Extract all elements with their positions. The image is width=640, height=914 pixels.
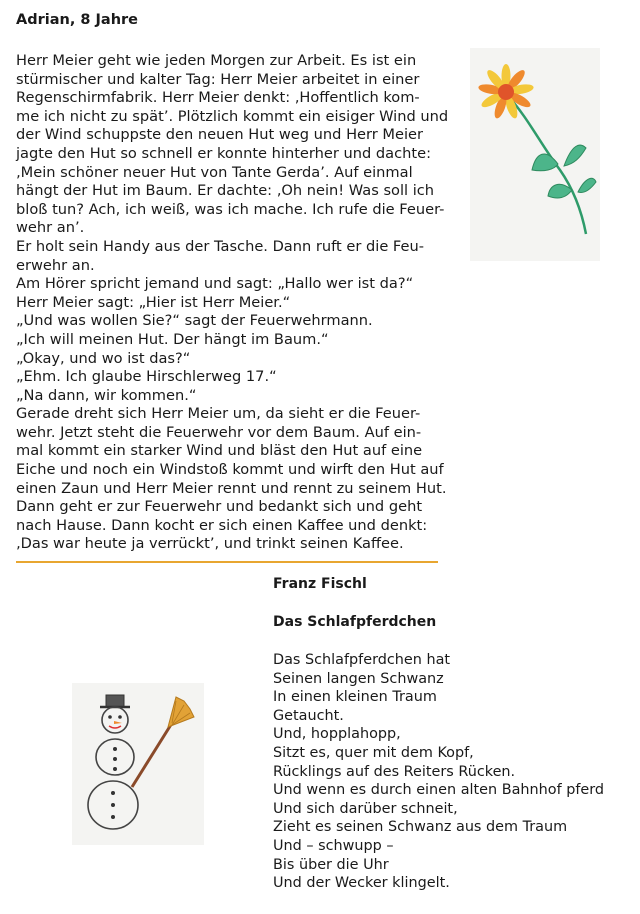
poem-line: Das Schlafpferdchen hat: [273, 652, 451, 668]
poem-line: Sitzt es, quer mit dem Kopf,: [273, 744, 474, 761]
story-line: me ich nicht zu spät’. Plötzlich kommt ein eisiger Wind und: [16, 107, 449, 125]
flower-drawing: [470, 48, 600, 261]
story-line: Eiche und noch ein Windstoß kommt und wirft den Hut auf: [16, 461, 444, 479]
story-line: „Ehm. Ich glaube Hirschlerweg 17.“: [16, 368, 277, 386]
story-line: jagte den Hut so schnell er konnte hinterher und dachte:: [16, 144, 432, 162]
story-title: Adrian, 8 Jahre: [16, 12, 139, 28]
story-line: nach Hause. Dann kocht er sich einen Kaffee und denkt:: [16, 516, 428, 534]
story-line: einen Zaun und Herr Meier rennt und rennt zu seinem Hut.: [16, 479, 447, 497]
story-line: Dann geht er zur Feuerwehr und bedankt sich und geht: [16, 498, 423, 516]
poem-line: Und sich darüber schneit,: [273, 800, 458, 817]
story-line: wehr an’.: [16, 219, 85, 237]
story-line: „Na dann, wir kommen.“: [16, 386, 197, 404]
poem-line: Und der Wecker klingelt.: [273, 875, 450, 892]
divider: [16, 561, 438, 563]
story-line: erwehr an.: [16, 256, 95, 274]
story-line: Regenschirmfabrik. Herr Meier denkt: ‚Hoffentlich kom-: [16, 89, 420, 107]
story-line: Gerade dreht sich Herr Meier um, da sieht er die Feuer-: [16, 405, 421, 423]
poem-line: In einen kleinen Traum: [273, 689, 437, 706]
story-line: der Wind schuppste den neuen Hut weg und Herr Meier: [16, 126, 424, 144]
story-line: mal kommt ein starker Wind und bläst den Hut auf eine: [16, 442, 423, 460]
poem-line: Seinen langen Schwanz: [273, 670, 444, 687]
poem-line: Bis über die Uhr: [273, 856, 389, 873]
flower-icon: [470, 48, 600, 261]
poem-author: Franz Fischl: [273, 576, 367, 592]
story-line: bloß tun? Ach, ich weiß, was ich mache. Ich rufe die Feuer-: [16, 200, 445, 218]
story-line: ‚Mein schöner neuer Hut von Tante Gerda’. Auf einmal: [16, 163, 413, 181]
poem-line: Zieht es seinen Schwanz aus dem Traum: [273, 819, 568, 836]
poem-title: Das Schlafpferdchen: [273, 614, 437, 630]
poem-line: Und – schwupp –: [273, 837, 394, 854]
story-line: Herr Meier sagt: „Hier ist Herr Meier.“: [16, 293, 291, 311]
poem-text: [273, 651, 604, 893]
story-line: stürmischer und kalter Tag: Herr Meier arbeitet in einer: [16, 70, 420, 88]
poem-line: Rücklings auf des Reiters Rücken.: [273, 763, 516, 780]
story-line: „Ich will meinen Hut. Der hängt im Baum.“: [16, 330, 329, 348]
story-line: Am Hörer spricht jemand und sagt: „Hallo wer ist da?“: [16, 275, 414, 293]
story-line: wehr. Jetzt steht die Feuerwehr vor dem Baum. Auf ein-: [16, 423, 422, 441]
story-line: „Okay, und wo ist das?“: [16, 349, 191, 367]
snowman-drawing: [72, 683, 204, 845]
story-line: Er holt sein Handy aus der Tasche. Dann ruft er die Feu-: [16, 237, 425, 255]
poem-line: Getaucht.: [273, 707, 344, 724]
story-text: [16, 52, 456, 554]
story-line: „Und was wollen Sie?“ sagt der Feuerwehrmann.: [16, 312, 373, 330]
snowman-icon: [72, 683, 204, 845]
story-line: ‚Das war heute ja verrückt’, und trinkt seinen Kaffee.: [16, 535, 404, 553]
story-line: Herr Meier geht wie jeden Morgen zur Arbeit. Es ist ein: [16, 52, 417, 69]
poem-line: Und, hopplahopp,: [273, 726, 401, 743]
story-line: hängt der Hut im Baum. Er dachte: ‚Oh nein! Was soll ich: [16, 182, 435, 200]
poem-line: Und wenn es durch einen alten Bahnhof pferd: [273, 782, 605, 799]
